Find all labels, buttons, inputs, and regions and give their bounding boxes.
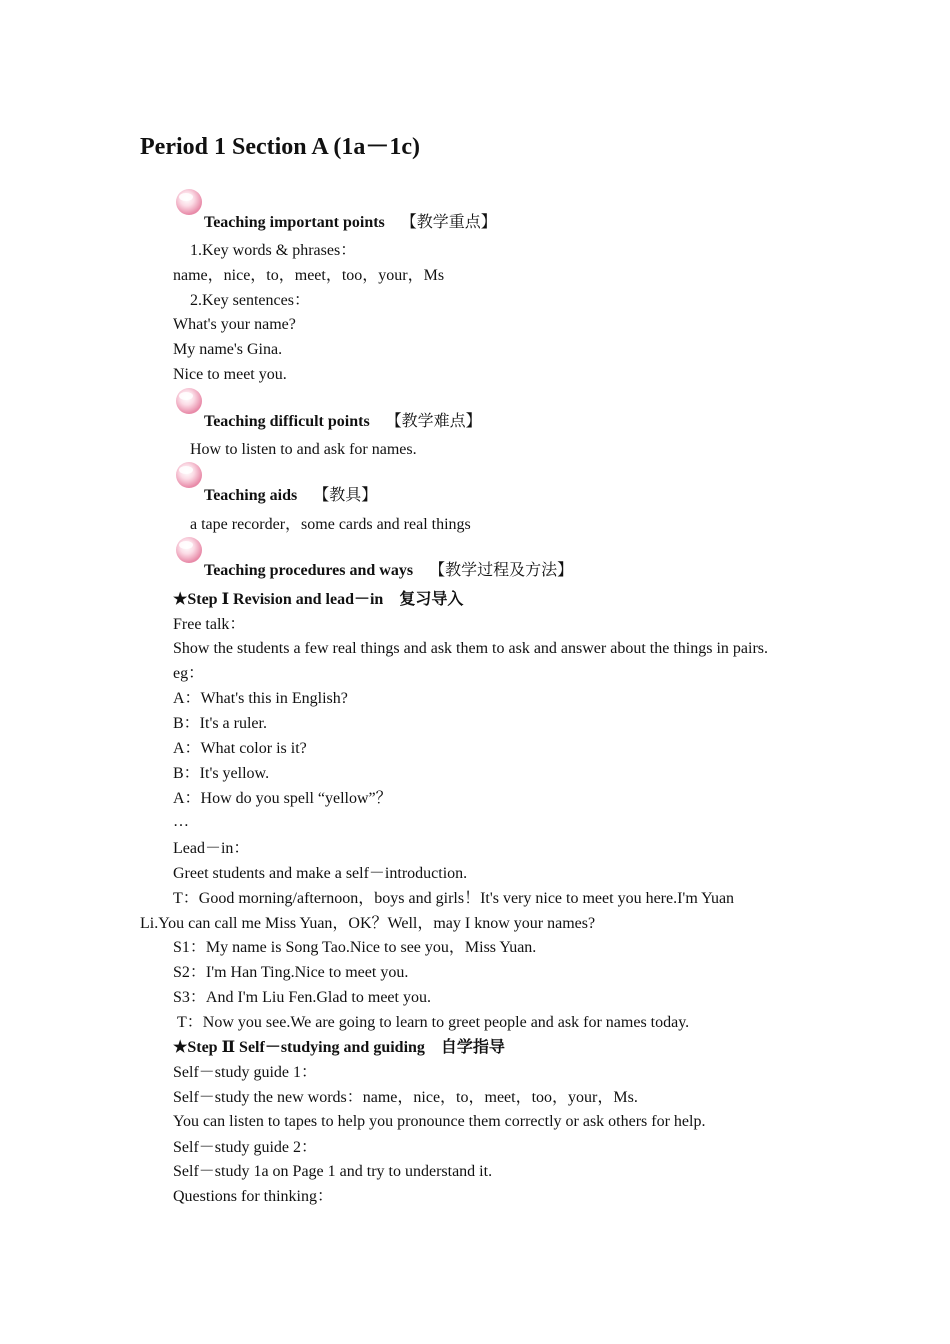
dialogue-line: A：How do you spell “yellow”？ [173,790,392,807]
key-words-list: name，nice，to，meet，too，your，Ms [173,267,445,284]
section-important-points [173,186,773,230]
key-sentence: What's your name? [173,316,296,333]
section-heading: Teaching aids 【教具】 [204,487,378,504]
pink-bullet-icon [173,385,205,417]
body-line: Lead－in： [173,840,250,857]
difficult-point-text: How to listen to and ask for names. [190,441,417,458]
dialogue-line: S3：And I'm Liu Fen.Glad to meet you. [173,989,431,1006]
body-line: Questions for thinking： [173,1188,333,1205]
body-line: Self－study guide 1： [173,1064,317,1081]
key-sentence: My name's Gina. [173,341,283,358]
dialogue-line: A：What color is it? [173,740,307,757]
page-title: Period 1 Section A (1a－1c) [140,134,420,160]
pink-bullet-icon [173,459,205,491]
section-procedures [173,534,773,578]
body-line: You can listen to tapes to help you pronounce them correctly or ask others for help. [173,1113,706,1130]
ellipsis: … [173,813,189,830]
step-2-heading: ★Step Ⅱ Self－studying and guiding 自学指导 [173,1039,505,1056]
step-1-heading: ★Step Ⅰ Revision and lead－in 复习导入 [173,591,464,608]
dialogue-line: T：Now you see.We are going to learn to greet people and ask for names today. [177,1014,690,1031]
dialogue-line: Li.You can call me Miss Yuan，OK？Well，may I know your names? [140,915,596,932]
dialogue-line: B：It's yellow. [173,765,270,782]
dialogue-line: A：What's this in English? [173,690,348,707]
key-sentences-label: 2.Key sentences： [190,292,310,309]
section-teaching-aids [173,459,773,503]
section-heading: Teaching difficult points 【教学难点】 [204,413,482,430]
key-words-label: 1.Key words & phrases： [190,242,357,259]
dialogue-line: S1：My name is Song Tao.Nice to see you，Miss Yuan. [173,939,537,956]
body-line: Show the students a few real things and ask them to ask and answer about the things in pairs. [173,640,768,657]
body-line: eg： [173,665,205,682]
dialogue-line: B：It's a ruler. [173,715,267,732]
key-sentence: Nice to meet you. [173,366,287,383]
dialogue-line: S2：I'm Han Ting.Nice to meet you. [173,964,409,981]
pink-bullet-icon [173,534,205,566]
body-line: Self－study guide 2： [173,1139,317,1156]
body-line: Free talk： [173,616,246,633]
section-difficult-points [173,385,773,429]
teaching-aids-text: a tape recorder，some cards and real things [190,516,471,533]
pink-bullet-icon [173,186,205,218]
dialogue-line: T：Good morning/afternoon，boys and girls！It's very nice to meet you here.I'm Yuan [173,890,735,907]
body-line: Self－study 1a on Page 1 and try to understand it. [173,1163,493,1180]
section-heading: Teaching important points 【教学重点】 [204,214,497,231]
section-heading: Teaching procedures and ways 【教学过程及方法】 [204,562,574,579]
body-line: Greet students and make a self－introduction. [173,865,468,882]
body-line: Self－study the new words：name，nice，to，meet，too，your，Ms. [173,1089,638,1106]
